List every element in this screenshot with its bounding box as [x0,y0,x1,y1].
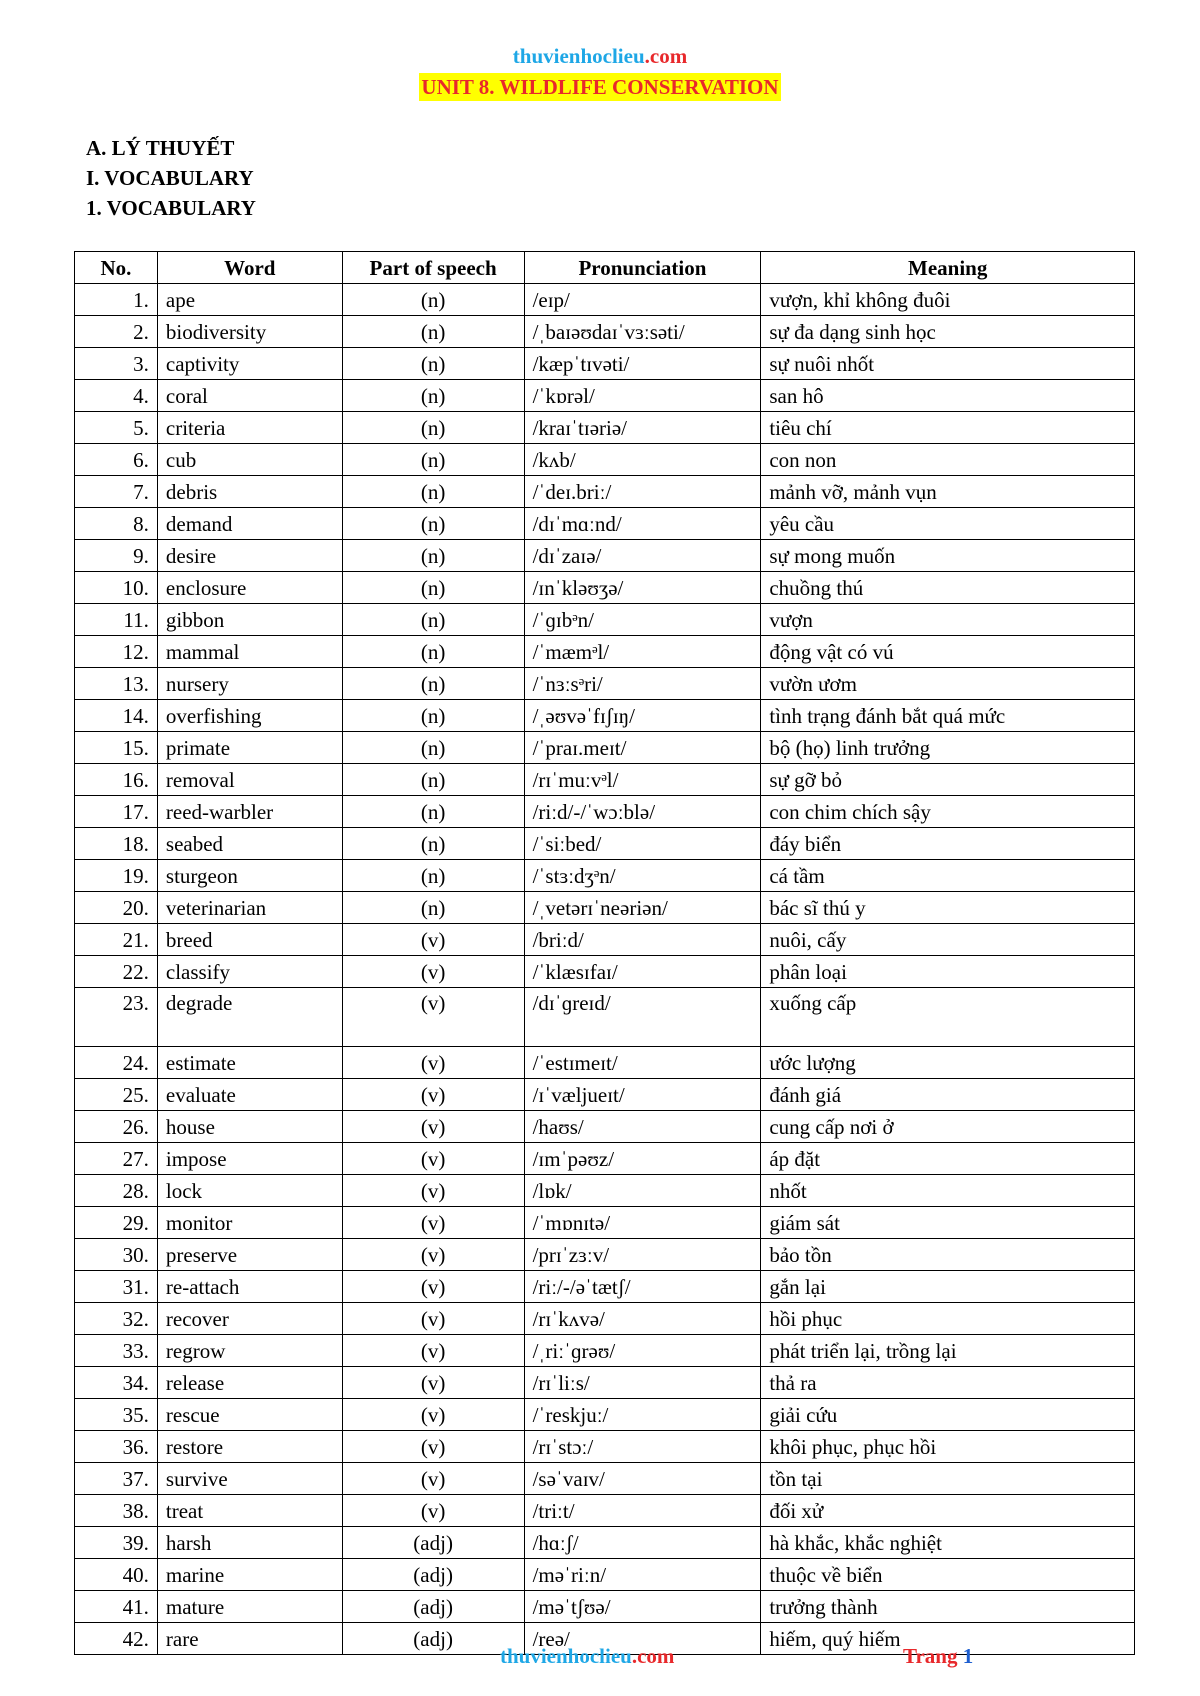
cell-part-of-speech: (v) [342,1239,524,1271]
cell-number: 28. [75,1175,158,1207]
cell-part-of-speech: (v) [342,956,524,988]
cell-meaning: động vật có vú [761,636,1135,668]
cell-part-of-speech: (n) [342,540,524,572]
cell-word: cub [157,444,342,476]
column-header-pronunciation: Pronunciation [524,252,761,284]
cell-pronunciation: /ˈmæmᵊl/ [524,636,761,668]
cell-part-of-speech: (adj) [342,1623,524,1655]
cell-meaning: chuồng thú [761,572,1135,604]
cell-word: seabed [157,828,342,860]
cell-word: criteria [157,412,342,444]
cell-meaning: nuôi, cấy [761,924,1135,956]
cell-meaning: bác sĩ thú y [761,892,1135,924]
cell-word: house [157,1111,342,1143]
cell-word: reed-warbler [157,796,342,828]
cell-word: desire [157,540,342,572]
cell-word: rescue [157,1399,342,1431]
cell-meaning: thả ra [761,1367,1135,1399]
cell-number: 27. [75,1143,158,1175]
table-row [75,444,1135,476]
cell-pronunciation: /məˈtʃʊə/ [524,1591,761,1623]
cell-meaning: vượn [761,604,1135,636]
cell-word: treat [157,1495,342,1527]
table-row [75,956,1135,988]
cell-number: 25. [75,1079,158,1111]
table-row [75,1559,1135,1591]
cell-meaning: trưởng thành [761,1591,1135,1623]
cell-number: 3. [75,348,158,380]
footer-site-part1: thuvienhoclieu [500,1644,632,1668]
cell-meaning: giám sát [761,1207,1135,1239]
cell-meaning: gắn lại [761,1271,1135,1303]
table-row [75,1399,1135,1431]
table-row [75,828,1135,860]
cell-part-of-speech: (v) [342,1047,524,1079]
cell-meaning: tiêu chí [761,412,1135,444]
cell-pronunciation: /ˈreskjuː/ [524,1399,761,1431]
cell-word: estimate [157,1047,342,1079]
table-row [75,1335,1135,1367]
table-row [75,1239,1135,1271]
cell-meaning: áp đặt [761,1143,1135,1175]
cell-part-of-speech: (n) [342,636,524,668]
cell-number: 10. [75,572,158,604]
cell-meaning: vườn ươm [761,668,1135,700]
cell-meaning: san hô [761,380,1135,412]
page-label: Trang [903,1644,958,1668]
cell-part-of-speech: (n) [342,380,524,412]
cell-number: 40. [75,1559,158,1591]
cell-meaning: phân loại [761,956,1135,988]
table-row [75,1303,1135,1335]
cell-word: harsh [157,1527,342,1559]
cell-part-of-speech: (v) [342,1495,524,1527]
cell-pronunciation: /kraɪˈtɪəriə/ [524,412,761,444]
cell-pronunciation: /lɒk/ [524,1175,761,1207]
site-name-part1: thuvienhoclieu [512,44,645,68]
cell-number: 18. [75,828,158,860]
cell-number: 24. [75,1047,158,1079]
cell-pronunciation: /kʌb/ [524,444,761,476]
cell-pronunciation: /ˈstɜːdʒᵊn/ [524,860,761,892]
cell-meaning: con non [761,444,1135,476]
cell-meaning: ước lượng [761,1047,1135,1079]
cell-pronunciation: /briːd/ [524,924,761,956]
cell-pronunciation: /riːd/-/ˈwɔːblə/ [524,796,761,828]
cell-part-of-speech: (n) [342,348,524,380]
cell-number: 37. [75,1463,158,1495]
cell-pronunciation: /səˈvaɪv/ [524,1463,761,1495]
cell-word: ape [157,284,342,316]
cell-meaning: nhốt [761,1175,1135,1207]
cell-meaning: khôi phục, phục hồi [761,1431,1135,1463]
table-row [75,508,1135,540]
cell-meaning: sự gỡ bỏ [761,764,1135,796]
heading-vocabulary: I. VOCABULARY [86,166,254,190]
cell-meaning: giải cứu [761,1399,1135,1431]
cell-part-of-speech: (n) [342,764,524,796]
cell-part-of-speech: (n) [342,572,524,604]
table-row [75,316,1135,348]
table-row [75,572,1135,604]
cell-part-of-speech: (n) [342,476,524,508]
vocabulary-table [74,251,1135,1655]
cell-number: 32. [75,1303,158,1335]
cell-part-of-speech: (n) [342,316,524,348]
cell-word: enclosure [157,572,342,604]
table-row [75,764,1135,796]
cell-number: 20. [75,892,158,924]
cell-number: 14. [75,700,158,732]
cell-part-of-speech: (v) [342,1079,524,1111]
cell-part-of-speech: (n) [342,284,524,316]
table-row [75,604,1135,636]
table-body [75,284,1135,1655]
cell-number: 22. [75,956,158,988]
cell-pronunciation: /ɪˈvæljueɪt/ [524,1079,761,1111]
cell-pronunciation: /ˈmɒnɪtə/ [524,1207,761,1239]
cell-pronunciation: /rɪˈmuːvᵊl/ [524,764,761,796]
cell-pronunciation: /ɪnˈkləʊʒə/ [524,572,761,604]
cell-part-of-speech: (n) [342,732,524,764]
cell-number: 17. [75,796,158,828]
cell-meaning: yêu cầu [761,508,1135,540]
cell-number: 38. [75,1495,158,1527]
cell-number: 1. [75,284,158,316]
cell-word: debris [157,476,342,508]
cell-part-of-speech: (n) [342,444,524,476]
cell-pronunciation: /ˈklæsɪfaɪ/ [524,956,761,988]
cell-number: 7. [75,476,158,508]
table-row [75,1527,1135,1559]
cell-word: nursery [157,668,342,700]
cell-number: 12. [75,636,158,668]
cell-meaning: sự mong muốn [761,540,1135,572]
site-name-part2: .com [644,44,688,68]
cell-part-of-speech: (v) [342,1431,524,1463]
cell-number: 19. [75,860,158,892]
cell-meaning: sự đa dạng sinh học [761,316,1135,348]
cell-word: preserve [157,1239,342,1271]
table-row [75,700,1135,732]
cell-part-of-speech: (n) [342,604,524,636]
cell-number: 31. [75,1271,158,1303]
column-header-word: Word [157,252,342,284]
cell-part-of-speech: (n) [342,412,524,444]
cell-meaning: hà khắc, khắc nghiệt [761,1527,1135,1559]
site-name-header[interactable] [0,44,1200,69]
cell-number: 8. [75,508,158,540]
table-row [75,636,1135,668]
cell-pronunciation: /riː/-/əˈtætʃ/ [524,1271,761,1303]
cell-pronunciation: /ˌəʊvəˈfɪʃɪŋ/ [524,700,761,732]
site-name-footer[interactable] [500,1644,674,1669]
cell-part-of-speech: (v) [342,1399,524,1431]
unit-title: UNIT 8. WILDLIFE CONSERVATION [421,75,779,99]
cell-pronunciation: /ˈdeɪ.briː/ [524,476,761,508]
cell-word: impose [157,1143,342,1175]
table-row [75,1079,1135,1111]
heading-vocabulary-sub: 1. VOCABULARY [86,196,256,220]
cell-word: removal [157,764,342,796]
table-row [75,1111,1135,1143]
cell-number: 30. [75,1239,158,1271]
cell-pronunciation: /haʊs/ [524,1111,761,1143]
cell-word: gibbon [157,604,342,636]
cell-word: mammal [157,636,342,668]
heading-theory: A. LÝ THUYẾT [86,136,235,160]
cell-number: 33. [75,1335,158,1367]
cell-part-of-speech: (adj) [342,1527,524,1559]
cell-part-of-speech: (n) [342,860,524,892]
cell-word: survive [157,1463,342,1495]
table-row [75,1175,1135,1207]
table-row [75,1367,1135,1399]
table-row [75,1271,1135,1303]
cell-pronunciation: /dɪˈɡreɪd/ [524,988,761,1047]
cell-part-of-speech: (v) [342,1175,524,1207]
cell-part-of-speech: (v) [342,1271,524,1303]
cell-pronunciation: /prɪˈzɜːv/ [524,1239,761,1271]
cell-word: lock [157,1175,342,1207]
cell-word: recover [157,1303,342,1335]
table-row [75,668,1135,700]
cell-pronunciation: /rɪˈliːs/ [524,1367,761,1399]
cell-meaning: đối xử [761,1495,1135,1527]
cell-word: marine [157,1559,342,1591]
cell-meaning: tình trạng đánh bắt quá mức [761,700,1135,732]
cell-meaning: vượn, khỉ không đuôi [761,284,1135,316]
cell-number: 41. [75,1591,158,1623]
cell-word: restore [157,1431,342,1463]
table-row [75,476,1135,508]
cell-word: demand [157,508,342,540]
cell-number: 26. [75,1111,158,1143]
cell-word: release [157,1367,342,1399]
cell-number: 36. [75,1431,158,1463]
table-row [75,380,1135,412]
cell-pronunciation: /rɪˈstɔː/ [524,1431,761,1463]
cell-meaning: tồn tại [761,1463,1135,1495]
cell-pronunciation: /hɑːʃ/ [524,1527,761,1559]
column-header-no: No. [75,252,158,284]
cell-word: evaluate [157,1079,342,1111]
cell-pronunciation: /ˈsiːbed/ [524,828,761,860]
cell-word: sturgeon [157,860,342,892]
cell-part-of-speech: (v) [342,1143,524,1175]
table-header-row [75,252,1135,284]
table-row [75,348,1135,380]
cell-part-of-speech: (v) [342,1463,524,1495]
cell-number: 4. [75,380,158,412]
cell-pronunciation: /reə/ [524,1623,761,1655]
cell-number: 29. [75,1207,158,1239]
cell-word: re-attach [157,1271,342,1303]
table-row [75,1495,1135,1527]
table-row [75,1207,1135,1239]
cell-word: breed [157,924,342,956]
cell-meaning: phát triển lại, trồng lại [761,1335,1135,1367]
cell-number: 21. [75,924,158,956]
cell-part-of-speech: (n) [342,892,524,924]
cell-word: biodiversity [157,316,342,348]
cell-meaning: sự nuôi nhốt [761,348,1135,380]
cell-part-of-speech: (n) [342,668,524,700]
cell-part-of-speech: (n) [342,700,524,732]
cell-word: rare [157,1623,342,1655]
cell-part-of-speech: (n) [342,796,524,828]
table-row [75,284,1135,316]
cell-meaning: hiếm, quý hiếm [761,1623,1135,1655]
page-number-label [903,1644,973,1669]
table-row [75,732,1135,764]
cell-pronunciation: /triːt/ [524,1495,761,1527]
cell-part-of-speech: (v) [342,1303,524,1335]
cell-word: primate [157,732,342,764]
cell-part-of-speech: (v) [342,1335,524,1367]
table-row [75,860,1135,892]
cell-number: 34. [75,1367,158,1399]
cell-word: coral [157,380,342,412]
cell-part-of-speech: (adj) [342,1591,524,1623]
cell-pronunciation: /ˈkɒrəl/ [524,380,761,412]
table-row [75,1143,1135,1175]
cell-number: 39. [75,1527,158,1559]
table-row [75,796,1135,828]
cell-number: 35. [75,1399,158,1431]
table-row [75,1431,1135,1463]
cell-pronunciation: /eɪp/ [524,284,761,316]
cell-pronunciation: /ɪmˈpəʊz/ [524,1143,761,1175]
cell-word: captivity [157,348,342,380]
table-row [75,1047,1135,1079]
cell-word: overfishing [157,700,342,732]
cell-number: 42. [75,1623,158,1655]
cell-number: 15. [75,732,158,764]
cell-word: veterinarian [157,892,342,924]
cell-pronunciation: /kæpˈtɪvəti/ [524,348,761,380]
cell-pronunciation: /dɪˈmɑːnd/ [524,508,761,540]
cell-part-of-speech: (v) [342,1111,524,1143]
cell-number: 11. [75,604,158,636]
cell-meaning: cung cấp nơi ở [761,1111,1135,1143]
cell-part-of-speech: (adj) [342,1559,524,1591]
cell-number: 2. [75,316,158,348]
column-header-meaning: Meaning [761,252,1135,284]
cell-meaning: hồi phục [761,1303,1135,1335]
cell-part-of-speech: (n) [342,508,524,540]
column-header-part-of-speech: Part of speech [342,252,524,284]
table-row [75,988,1135,1047]
section-headings [86,133,256,223]
table-row [75,924,1135,956]
cell-meaning: xuống cấp [761,988,1135,1047]
table-row [75,892,1135,924]
cell-number: 6. [75,444,158,476]
cell-meaning: cá tầm [761,860,1135,892]
cell-pronunciation: /ˈpraɪ.meɪt/ [524,732,761,764]
cell-pronunciation: /ˌbaɪəʊdaɪˈvɜːsəti/ [524,316,761,348]
cell-number: 5. [75,412,158,444]
cell-word: classify [157,956,342,988]
cell-word: degrade [157,988,342,1047]
cell-meaning: đánh giá [761,1079,1135,1111]
cell-pronunciation: /ˌvetərɪˈneəriən/ [524,892,761,924]
table-row [75,1591,1135,1623]
cell-meaning: mảnh vỡ, mảnh vụn [761,476,1135,508]
cell-part-of-speech: (v) [342,988,524,1047]
cell-part-of-speech: (v) [342,924,524,956]
cell-number: 13. [75,668,158,700]
cell-meaning: đáy biển [761,828,1135,860]
cell-pronunciation: /ˈestɪmeɪt/ [524,1047,761,1079]
cell-part-of-speech: (n) [342,828,524,860]
cell-meaning: bảo tồn [761,1239,1135,1271]
cell-pronunciation: /ˌriːˈɡrəʊ/ [524,1335,761,1367]
table-row [75,540,1135,572]
cell-part-of-speech: (v) [342,1367,524,1399]
cell-meaning: thuộc về biển [761,1559,1135,1591]
cell-pronunciation: /rɪˈkʌvə/ [524,1303,761,1335]
cell-pronunciation: /məˈriːn/ [524,1559,761,1591]
table-row [75,1463,1135,1495]
cell-word: monitor [157,1207,342,1239]
cell-number: 16. [75,764,158,796]
cell-meaning: con chim chích sậy [761,796,1135,828]
cell-pronunciation: /ˈɡɪbᵊn/ [524,604,761,636]
page-number: 1 [962,1644,974,1668]
cell-meaning: bộ (họ) linh trưởng [761,732,1135,764]
cell-number: 23. [75,988,158,1047]
footer-site-part2: .com [631,1644,675,1668]
cell-number: 9. [75,540,158,572]
cell-pronunciation: /dɪˈzaɪə/ [524,540,761,572]
cell-pronunciation: /ˈnɜːsᵊri/ [524,668,761,700]
cell-part-of-speech: (v) [342,1207,524,1239]
cell-word: regrow [157,1335,342,1367]
table-row [75,412,1135,444]
cell-word: mature [157,1591,342,1623]
